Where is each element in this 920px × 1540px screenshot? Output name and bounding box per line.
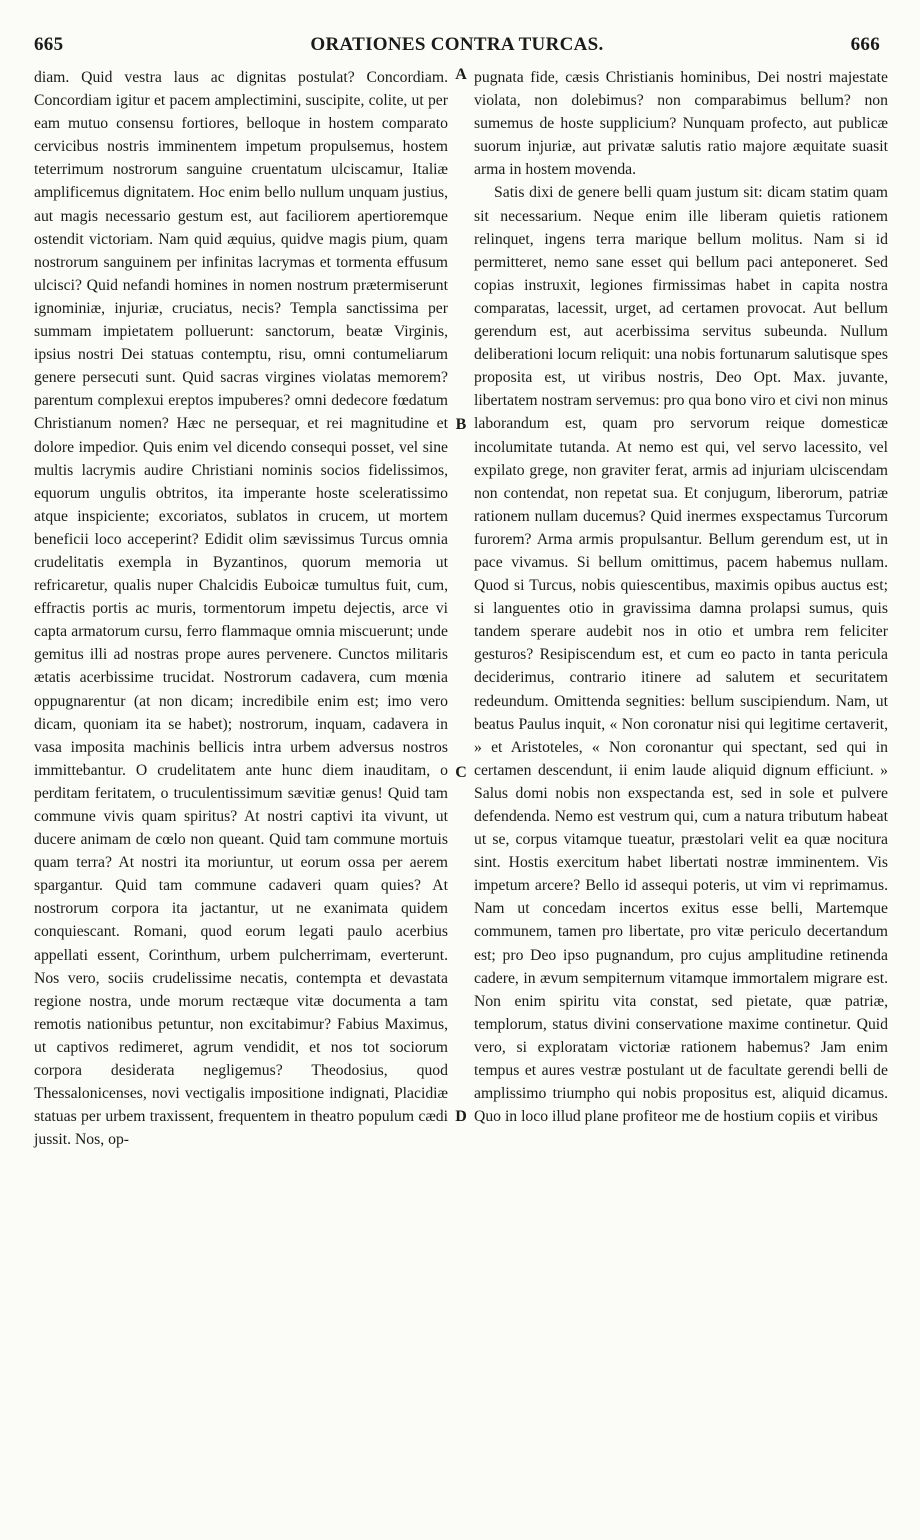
margin-letter-a: A [455,66,467,83]
left-paragraph-1: diam. Quid vestra laus ac dignitas postulat? Concordiam. Concordiam igitur et pacem amplectimini, suscipite, colite, ut per eam mutuo consensu fortiores, belloque in hostem comparato cervicibus nostris imminentem impetum propulsemus, hostem teterrimum nostrorum sanguine cruentatum ulciscamur, Italiæ amplificemus dignitatem. Hoc enim bello nullum unquam justius, aut magis necessario gestum est, aut faciliorem apertioremque ostendit victoriam. Nam quid æquius, quidve magis pium, quam nostrorum sanguinem per infinitas lacrymas et tormenta effusum ulcisci? Quid nefandi homines in nomen nostrum prætermiserunt ignominiæ, injuriæ, cruciatus, necis? Templa sanctissima per summam impietatem polluerunt: sanctorum, beatæ Virginis, ipsius nostri Dei statuas contemptu, risu, omni contumeliarum genere persecuti sunt. Quid sacras virgines violatas memorem? parentum complexui ereptos impuberes? omni dedecore fœdatum Christianum nomen? Hæc ne persequar, et rei magnitudine et dolore impedior. Quis enim vel dicendo consequi posset, vel sine multis lacrymis audire Christiani nominis socios fidelissimos, equorum ungulis obtritos, ita imperante hoste sceleratissimo atque inspiciente; excoriatos, sublatos in crucem, ut mortem beneficii loco acceperint? Edidit olim sævissimus Turcus omnia crudelitatis exempla in Byzantinos, quorum memoria ut refricaretur, qualis nuper Chalcidis Euboicæ tumultus fuit, cum, effractis portis ac muris, tormentorum impetu dejectis, arce vi capta armatorum cursu, ferro flammaque omnia miscuerunt; unde gemitus illi ad nostras prope aures pervenere. Cunctos militaris ætatis acerbissime trucidat. Nostrorum cadavera, cum mœnia oppugnarentur (at non dicam; incredibile enim est; imo vero dicam, quoniam ita se habet); nostrorum, inquam, cadavera in vasa imposita machinis bellicis intra urbem adversus nostros immittebantur. O crudelitatem ante hunc diem inauditam, o perditam feritatem, o truculentissimum sævitiæ genus! Quid tam commune vivis quam spiritus? At nostri captivi ita vivunt, ut ducere animam de cœlo non queant. Quid tam commune mortuis quam terra? At nostri ita moriuntur, ut eorum ossa per aerem spargantur. Quid tam commune cadaveri quam quies? At nostrorum corpora ita jactantur, ut ne exanimata quidem conquiescant. Romani, quod eorum legati paulo acerbius appellati essent, Corinthum, urbem pulcherrimam, everterunt. Nos vero, sociis crudelissime necatis, contempta et devastata regione nostra, unde morum rectæque vitæ documenta a tam remotis nationibus petuntur, non excitabimur? Fabius Maximus, ut captivos redimeret, agrum vendidit, et nos tot sociorum corpora desiderata negligemus? Theodosius, quod Thessalonicenses, novi vectigalis impositione indignati, Placidiæ statuas per urbem traxissent, frequentem in theatro populum cædi jussit. Nos, op- [34,69,448,1149]
page-number-left: 665 [34,34,64,55]
running-title: ORATIONES CONTRA TURCAS. [310,34,604,55]
margin-letter-d: D [455,1108,467,1125]
left-column [34,66,448,1151]
margin-letter-b: B [455,416,467,433]
right-paragraph-1: pugnata fide, cæsis Christianis hominibus, Dei nostri majestate violata, non dolebimus? non comparabimus bellum? non sumemus de hoste supplicium? Nunquam profecto, aut publicæ suorum injuriæ, aut privatæ salutis ratio majore æquitate suasit arma in hostem movenda. [474,69,888,179]
page-number-right: 666 [850,34,880,55]
page-header [34,34,880,64]
right-paragraph-2: Satis dixi de genere belli quam justum sit: dicam statim quam sit necessarium. Neque enim ille liberam quietis rationem relinquet, ingens terra marique bellum molitus. Nam si id permitteret, nemo sane esset qui bellum paci anteponeret. Sed copias instruxit, legiones firmissimas habet in capita nostra comparatas, lacessit, urget, ad certamen provocat. Aut bellum gerendum est, aut acerbissima servitus subeunda. Nullum deliberationi locum reliquit: una nobis fortunarum salutisque spes proposita est, ut viribus nostris, Deo Opt. Max. juvante, libertatem nostram servemus: pro qua bono viro et civi non minus laborandum est, quam pro servorum reique domesticæ incolumitate tutanda. At nemo est qui, vel servo lacessito, vel expilato grege, non graviter ferat, armis ad injuriam ulciscendam non contendat, non repetat sua. Et conjugum, liberorum, patriæ rationem nullam ducemus? Quid inermes exspectamus Turcorum furorem? Arma armis propulsantur. Bellum gerendum est, ut in pace vivamus. Si bellum omittimus, pacem habemus nullam. Quod si Turcus, nobis quiescentibus, maximis opibus auctus est; si languentes otio in gravissima damna prolapsi sumus, quis tandem sperare audebit nos in otio et umbra rem feliciter gesturos? Resipiscendum est, et cum eo pacto in tanta pericula deciderimus, contrario itinere ad salutem et securitatem redeundum. Omittenda segnities: bellum suscipiendum. Nam, ut beatus Paulus inquit, « Non coronatur nisi qui legitime certaverit, » et Aristoteles, « Non coronantur qui spectant, sed qui in certamen descendunt, ii enim laude aliquid dignum efficiunt. » Salus domi nobis non exspectanda est, sed in sole et pulvere defendenda. Nemo est vestrum qui, cum a natura tributum habeat ut se, corpus vitamque tueatur, præstolari velit ea quæ nocitura sint. Hostis exercitum habet libertati nostræ imminentem. Vis impetum arcere? Bello id assequi poteris, ut vim vi reprimamus. Nam ut concedam incertos exitus esse belli, Martemque communem, tamen pro libertate, pro vitæ periculo decertandum est; pro Deo ipso pugnandum, pro cujus amplitudine retinenda cadere, in ævum sempiternum vitamque immortalem migrare est. Non enim spiritu vita constat, sed pietate, quæ patriæ, templorum, status divini conservatione maxime continetur. Quid vero, si exploratam victoriæ rationem habemus? Jam enim tempus et aures vestræ postulant ut de facultate gerendi belli de amplissimo triumpho qui nobis propositus est, aliquid dicamus. Quo in loco illud plane profiteor me de hostium copiis et viribus [474,184,888,1126]
right-column [474,66,888,1128]
margin-letter-c: C [455,764,467,781]
